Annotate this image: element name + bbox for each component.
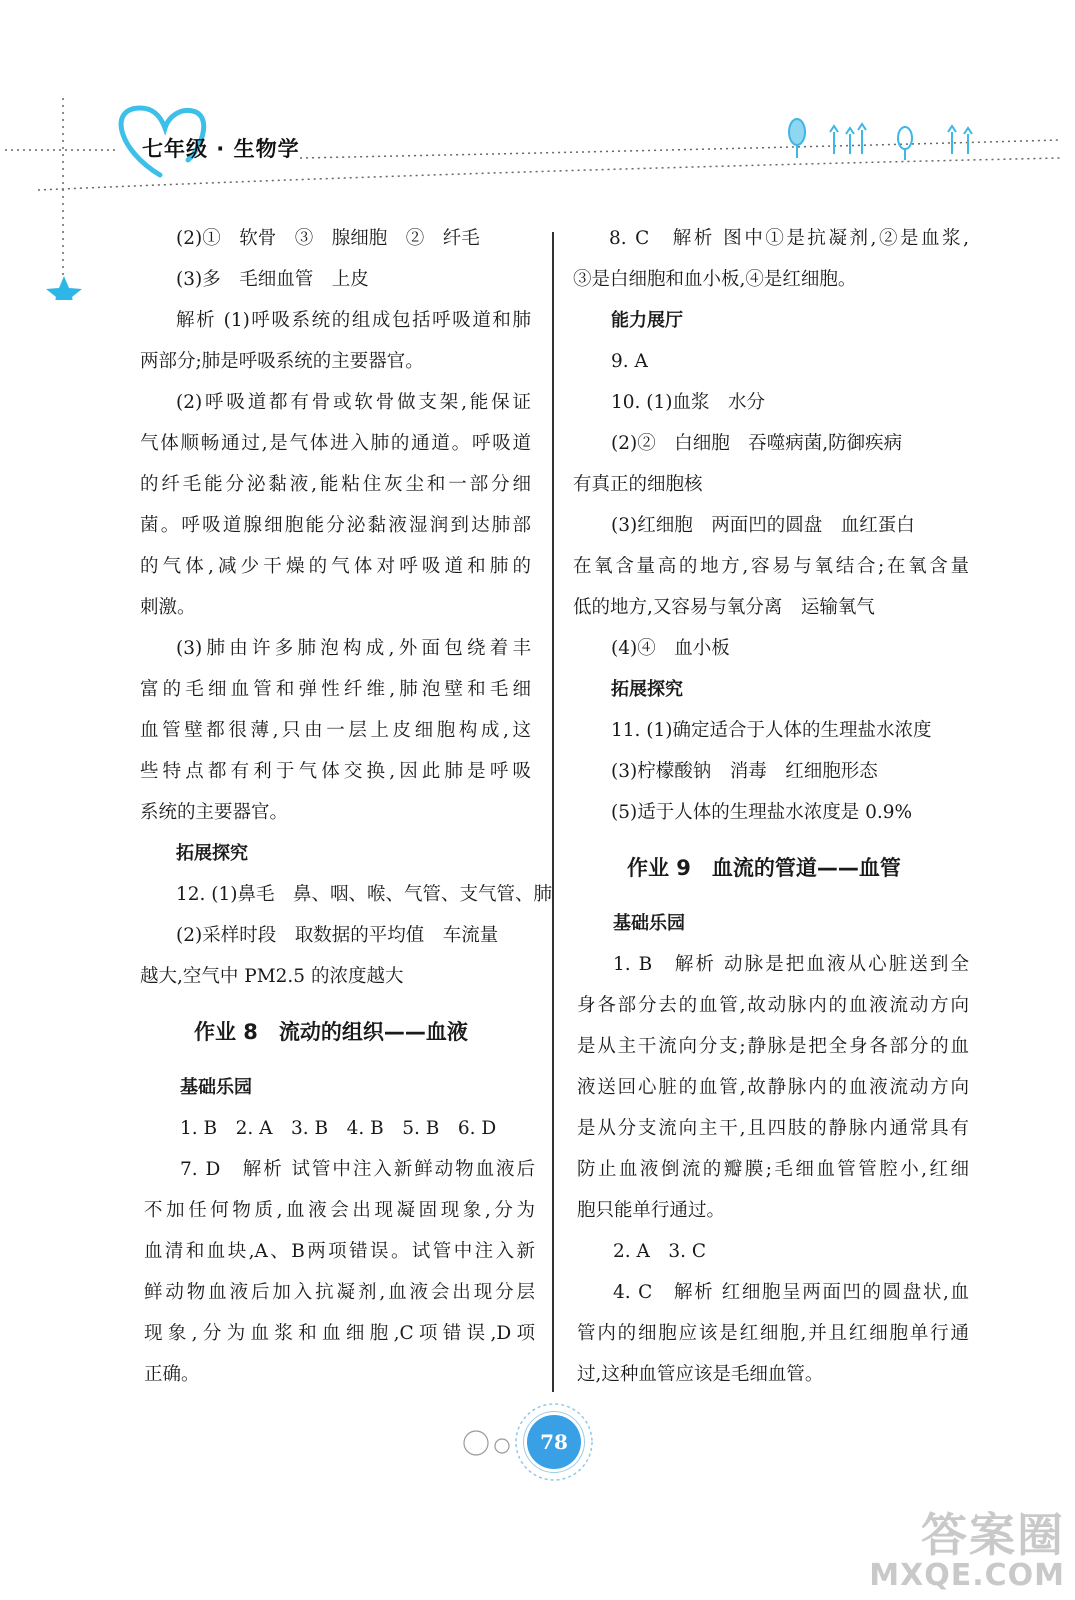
text-line: 正确。 <box>144 1364 200 1385</box>
text-line: 系统的主要器官。 <box>140 802 289 823</box>
text-line: 不加任何物质,血液会出现凝固现象,分为 <box>144 1200 535 1221</box>
section-subheading: 能力展厅 <box>611 310 683 331</box>
text-line: 1. B 2. A 3. B 4. B 5. B 6. D <box>180 1118 497 1139</box>
text-line: 血清和血块,A、B两项错误。试管中注入新 <box>144 1241 535 1262</box>
text-line: (3)多 毛细血管 上皮 <box>176 269 369 290</box>
text-line: (2)① 软骨 ③ 腺细胞 ② 纤毛 <box>176 228 480 249</box>
text-line: 过,这种血管应该是毛细血管。 <box>577 1364 824 1385</box>
text-line: 刺激。 <box>140 597 196 618</box>
section-heading: 作业 9 血流的管道——血管 <box>627 856 901 880</box>
text-line: 7. D 解析 试管中注入新鲜动物血液后 <box>180 1159 535 1180</box>
text-line: 8. C 解析 图中①是抗凝剂,②是血浆, <box>609 228 969 249</box>
text-line: 10. (1)血浆 水分 <box>611 392 766 413</box>
header-title: 七年级 · 生物学 <box>142 137 300 161</box>
text-line: (2)② 白细胞 吞噬病菌,防御疾病 <box>611 433 903 454</box>
text-line: 身各部分去的血管,故动脉内的血液流动方向 <box>577 995 969 1016</box>
text-line: 是从主干流向分支;静脉是把全身各部分的血 <box>577 1036 969 1057</box>
text-line: 些特点都有利于气体交换,因此肺是呼吸 <box>140 761 531 782</box>
section-subheading: 拓展探究 <box>176 843 248 864</box>
text-line: 的气体,减少干燥的气体对呼吸道和肺的 <box>140 556 531 577</box>
text-line: (3)红细胞 两面凹的圆盘 血红蛋白 <box>611 515 915 536</box>
text-line: 管内的细胞应该是红细胞,并且红细胞单行通 <box>577 1323 969 1344</box>
text-line: 现象,分为血浆和血细胞,C项错误,D项 <box>144 1323 535 1344</box>
text-line: 胞只能单行通过。 <box>577 1200 726 1221</box>
star-icons <box>35 276 104 300</box>
text-line: 9. A <box>611 351 648 372</box>
text-line: 富的毛细血管和弹性纤维,肺泡壁和毛细 <box>140 679 531 700</box>
text-line: 4. C 解析 红细胞呈两面凹的圆盘状,血 <box>613 1282 969 1303</box>
text-line: 气体顺畅通过,是气体进入肺的通道。呼吸道 <box>140 433 531 454</box>
page-number: 78 <box>527 1415 581 1469</box>
text-line: (2)采样时段 取数据的平均值 车流量 <box>176 925 499 946</box>
text-line: 两部分;肺是呼吸系统的主要器官。 <box>140 351 424 372</box>
text-line: 防止血液倒流的瓣膜;毛细血管管腔小,红细 <box>577 1159 969 1180</box>
text-line: 菌。呼吸道腺细胞能分泌黏液湿润到达肺部 <box>140 515 531 536</box>
text-line: (3)肺由许多肺泡构成,外面包绕着丰 <box>176 638 531 659</box>
section-heading: 作业 8 流动的组织——血液 <box>194 1020 468 1044</box>
text-line: 越大,空气中 PM2.5 的浓度越大 <box>140 966 404 987</box>
section-subheading: 拓展探究 <box>611 679 683 700</box>
text-line: 的纤毛能分泌黏液,能粘住灰尘和一部分细 <box>140 474 531 495</box>
text-line: (2)呼吸道都有骨或软骨做支架,能保证 <box>176 392 531 413</box>
text-line: 11. (1)确定适合于人体的生理盐水浓度 <box>611 720 932 741</box>
text-line: 低的地方,又容易与氧分离 运输氧气 <box>573 597 875 618</box>
text-line: 1. B 解析 动脉是把血液从心脏送到全 <box>613 954 969 975</box>
text-line: 鲜动物血液后加入抗凝剂,血液会出现分层 <box>144 1282 535 1303</box>
text-line: (4)④ 血小板 <box>611 638 730 659</box>
tree-icons <box>789 119 972 160</box>
text-line: 血管壁都很薄,只由一层上皮细胞构成,这 <box>140 720 531 741</box>
watermark-logo: 答案圈 <box>921 1508 1065 1562</box>
text-line: 解析 (1)呼吸系统的组成包括呼吸道和肺 <box>176 310 531 331</box>
text-line: ③是白细胞和血小板,④是红细胞。 <box>573 269 857 290</box>
text-line: 液送回心脏的血管,故静脉内的血液流动方向 <box>577 1077 969 1098</box>
text-line: 2. A 3. C <box>613 1241 707 1262</box>
watermark-url: MXQE.COM <box>869 1558 1065 1593</box>
column-divider <box>552 232 554 1392</box>
section-subheading: 基础乐园 <box>180 1077 252 1098</box>
text-line: (5)适于人体的生理盐水浓度是 0.9% <box>611 802 913 823</box>
section-subheading: 基础乐园 <box>613 913 685 934</box>
text-line: (3)柠檬酸钠 消毒 红细胞形态 <box>611 761 878 782</box>
text-line: 是从分支流向主干,且四肢的静脉内通常具有 <box>577 1118 969 1139</box>
text-line: 12. (1)鼻毛 鼻、咽、喉、气管、支气管、肺 <box>176 884 553 905</box>
watermark <box>869 1510 1065 1592</box>
text-line: 在氧含量高的地方,容易与氧结合;在氧含量 <box>573 556 969 577</box>
text-line: 有真正的细胞核 <box>573 474 703 495</box>
